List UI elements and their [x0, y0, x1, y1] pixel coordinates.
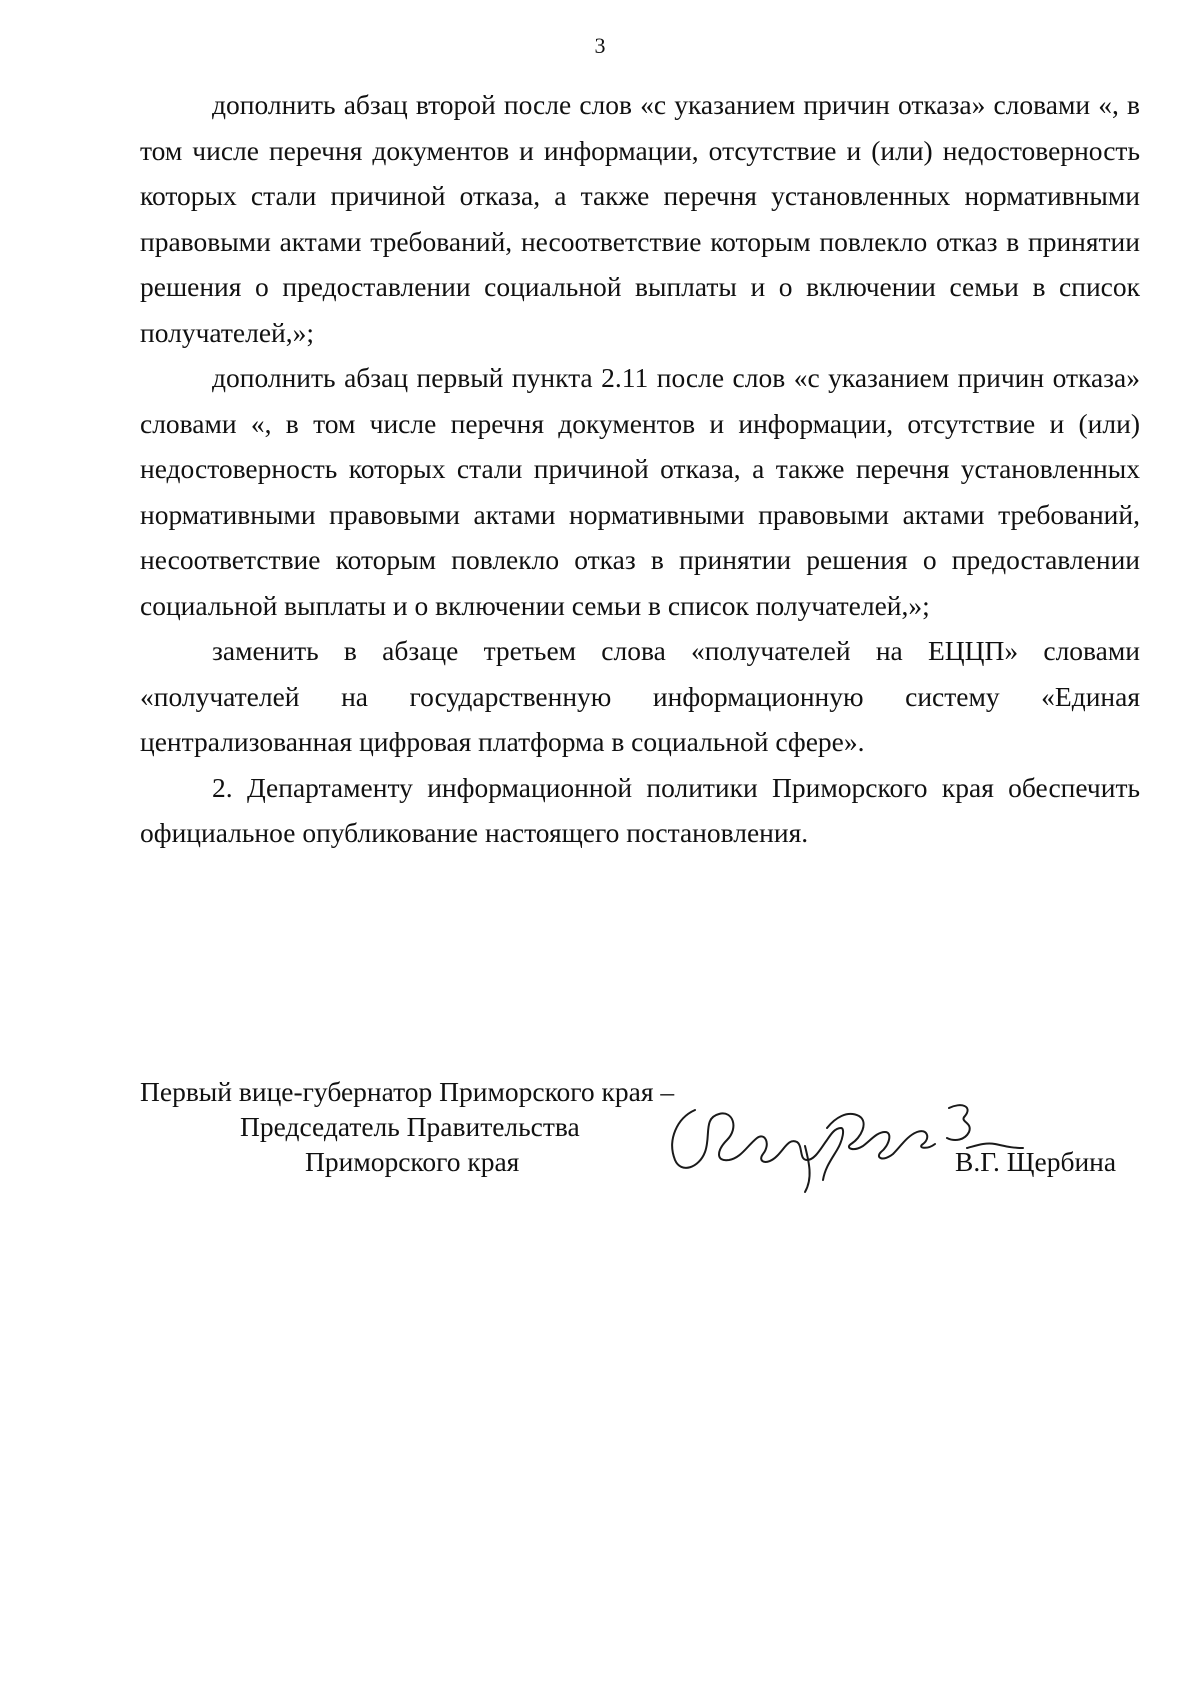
- handwritten-signature: [655, 1088, 1105, 1196]
- signatory-title-line-2: Председатель Правительства: [240, 1111, 580, 1142]
- page-number: 3: [594, 33, 606, 58]
- document-body: [140, 82, 1140, 856]
- signatory-name: В.Г. Щербина: [955, 1146, 1117, 1177]
- paragraph-replace-words: заменить в абзаце третьем слова «получателей на ЕЦЦП» словами «получателей на государственную информационную систему «Единая централизованная цифровая платформа в социальной сфере».: [140, 635, 1140, 757]
- signatory-title-line-1: Первый вице-губернатор Приморского края –: [140, 1076, 675, 1107]
- paragraph-amend-second-abzac: дополнить абзац второй после слов «с указанием причин отказа» словами «, в том числе перечня документов и информации, отсутствие и (или) недостоверность которых стали причиной отказа, а также перечня установленных нормативными правовыми актами требований, несоответствие которым повлекло отказ в принятии решения о предоставлении социальной выплаты и о включении семьи в список получателей,»;: [140, 89, 1140, 348]
- signature-block: [140, 1076, 1140, 1196]
- paragraph-publication-order: 2. Департаменту информационной политики Приморского края обеспечить официальное опубликование настоящего постановления.: [140, 771, 1140, 848]
- signatory-title-line-3: Приморского края: [305, 1146, 520, 1177]
- paragraph-amend-point-2-11: дополнить абзац первый пункта 2.11 после слов «с указанием причин отказа» словами «, в том числе перечня документов и информации, отсутствие и (или) недостоверность которых стали причиной отказа, а также перечня установленных нормативными правовыми актами нормативными правовыми актами требований, несоответствие которым повлекло отказ в принятии решения о предоставлении социальной выплаты и о включении семьи в список получателей,»;: [140, 362, 1140, 621]
